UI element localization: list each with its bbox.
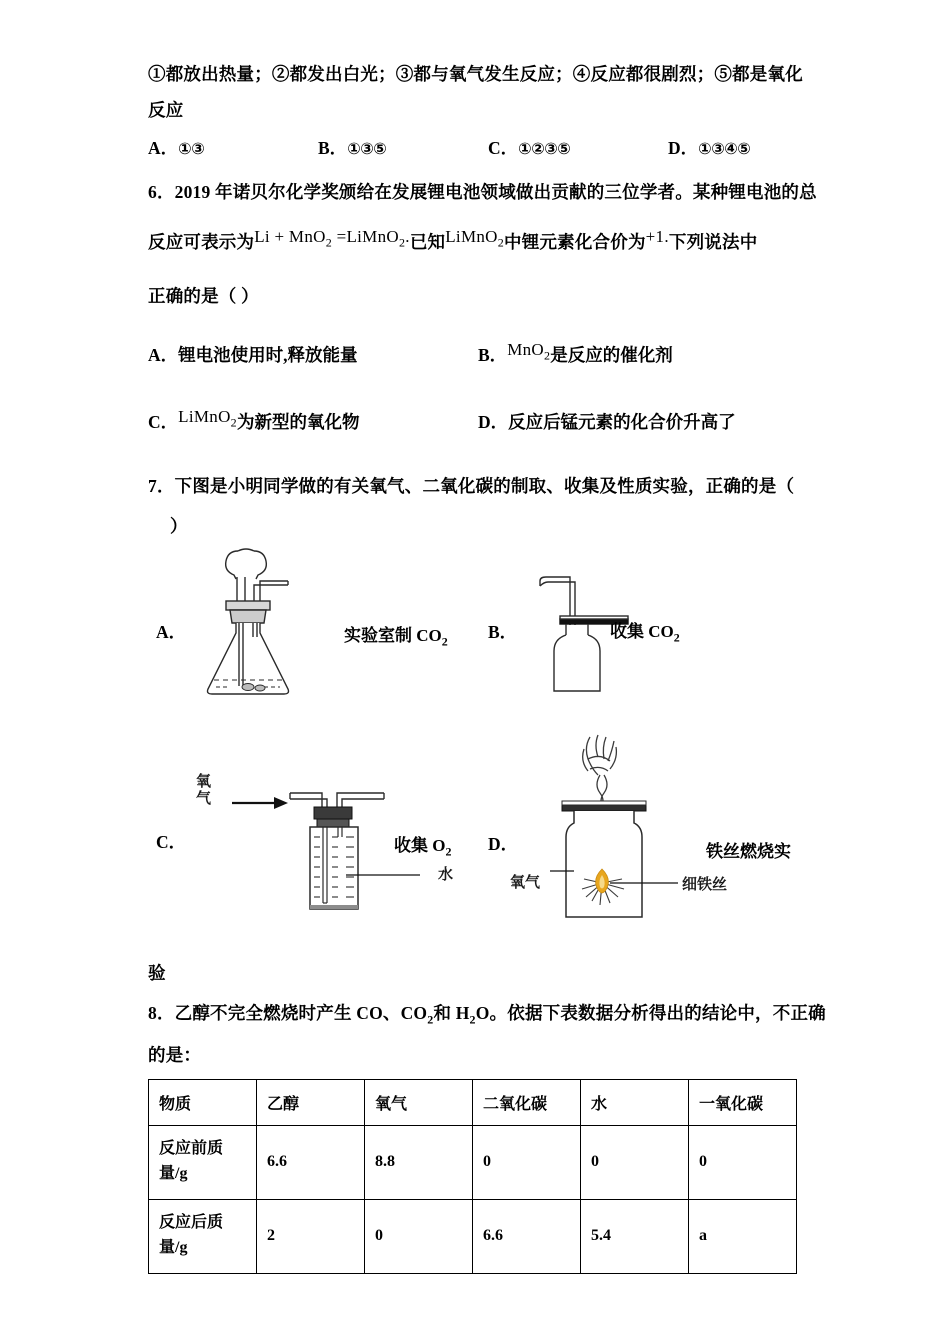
table-header-water: 水 xyxy=(581,1079,689,1125)
q8-stem-part-b: 和 H xyxy=(433,1002,470,1023)
q8-number: 8． xyxy=(148,1002,175,1023)
q6-options-row1 xyxy=(148,335,820,381)
q7-option-a-caption: 实验室制 $CO_2$ xyxy=(344,626,448,649)
q7-option-d-iron-wire-label: 细铁丝 xyxy=(682,876,728,894)
table-header-carbon-dioxide: 二氧化碳 xyxy=(473,1079,581,1125)
q7-apparatus-a xyxy=(192,541,322,706)
q8-stem-line1 xyxy=(148,1002,826,1027)
q7-option-c-label[interactable]: C． xyxy=(156,832,187,853)
table-header-ethanol: 乙醇 xyxy=(257,1079,365,1125)
q7-apparatus-d xyxy=(544,731,704,946)
q5-choice-a-value: ①③ xyxy=(178,139,205,158)
q7-option-c-oxygen-label: 氧 气 xyxy=(196,773,212,808)
q5-choice-a[interactable] xyxy=(148,135,318,160)
q7-option-c-caption: 收集 $O_2$ xyxy=(394,836,452,859)
table-header-oxygen: 氧气 xyxy=(365,1079,473,1125)
q5-statement xyxy=(148,66,820,119)
q5-choice-b[interactable] xyxy=(318,135,488,160)
q8-stem-sub-2: 2 xyxy=(469,1012,476,1027)
q6-option-a[interactable] xyxy=(148,335,478,381)
q6-stem-line2-mid2: 中锂元素化合价为 xyxy=(504,231,646,252)
q7-option-c-arrow xyxy=(230,793,292,818)
cell-after-water: 5.4 xyxy=(581,1199,689,1273)
q5-choice-c-value: ①②③⑤ xyxy=(518,139,571,158)
q5-choice-b-value: ①③⑤ xyxy=(347,139,387,158)
q6-option-b-label: B． xyxy=(478,345,508,366)
q5-statement-line1: ①都放出热量；②都发出白光；③都与氧气发生反应；④反应都很剧烈；⑤都是氧化 xyxy=(148,64,803,84)
q7-option-c-water-label: 水 xyxy=(438,866,454,884)
q6-option-a-text: 锂电池使用时,释放能量 xyxy=(178,345,358,366)
q6-stem-line1-text: 2019 年诺贝尔化学奖颁给在发展锂电池领域做出贡献的三位学者。某种锂电池的总 xyxy=(174,182,817,202)
table-row-label-after: 反应后质 量/g xyxy=(149,1199,257,1273)
table-header-substance: 物质 xyxy=(149,1079,257,1125)
q7-block xyxy=(148,478,820,983)
table-row-label-before: 反应前质 量/g xyxy=(149,1125,257,1199)
q5-choice-d-label: D． xyxy=(668,138,699,158)
q8-stem-line2: 的是： xyxy=(148,1045,202,1066)
table-header-carbon-monoxide: 一氧化碳 xyxy=(689,1079,797,1125)
iron-wire-burning-in-oxygen-icon xyxy=(544,731,704,941)
q7-number: 7． xyxy=(148,476,175,497)
table-header-row xyxy=(149,1079,797,1125)
q6-option-b-text: 是反应的催化剂 xyxy=(550,345,673,366)
q5-choice-c-label: C． xyxy=(488,138,519,158)
cell-before-oxygen: 8.8 xyxy=(365,1125,473,1199)
q7-option-b-caption: 收集 $CO_2$ xyxy=(610,622,680,645)
q6-option-c-label: C． xyxy=(148,411,179,432)
q6-number: 6． xyxy=(148,182,175,202)
q6-option-b[interactable] xyxy=(478,335,808,381)
conical-flask-with-thistle-funnel-icon xyxy=(192,541,322,701)
q6-stem-line2-prefix: 反应可表示为 xyxy=(148,231,255,252)
q7-stem-line1-text: 下图是小明同学做的有关氧气、二氧化碳的制取、收集及性质实验，正确的是（ xyxy=(174,476,795,497)
cell-after-co2: 6.6 xyxy=(473,1199,581,1273)
cell-before-ethanol: 6.6 xyxy=(257,1125,365,1199)
q6-formula-limno2: LiMnO$_2$ xyxy=(445,226,505,249)
cell-before-water: 0 xyxy=(581,1125,689,1199)
q7-stem-line2: ） xyxy=(170,515,188,536)
q6-stem-line2 xyxy=(148,226,820,254)
cell-after-ethanol: 2 xyxy=(257,1199,365,1273)
arrow-right-icon xyxy=(230,793,292,813)
q6-option-a-label: A． xyxy=(148,345,179,366)
cell-after-co: a xyxy=(689,1199,797,1273)
q6-stem-line3: 正确的是（ ） xyxy=(148,285,259,306)
q5-choices xyxy=(148,135,820,160)
q8-block xyxy=(148,1002,826,1274)
q6-option-d-text: 反应后锰元素的化合价升高了 xyxy=(508,411,736,432)
q6-option-c-text: 为新型的氧化物 xyxy=(236,411,360,432)
cell-before-co: 0 xyxy=(689,1125,797,1199)
page-content xyxy=(148,64,826,1274)
q7-diagram-grid xyxy=(148,541,820,961)
q6-options-row2 xyxy=(148,402,820,448)
q6-stem-line2-mid: 已知 xyxy=(409,231,446,252)
q6-stem-line2-tail: 下列说法中 xyxy=(668,231,758,252)
q5-choice-d[interactable] xyxy=(668,135,750,160)
cell-after-oxygen: 0 xyxy=(365,1199,473,1273)
q6-option-b-formula: MnO$_2$ xyxy=(507,340,551,363)
q5-choice-d-value: ①③④⑤ xyxy=(698,139,751,158)
q5-statement-line2: 反应 xyxy=(148,99,184,120)
q8-stem-sub-1: 2 xyxy=(427,1012,434,1027)
q8-stem-part-a: 乙醇不完全燃烧时产生 CO、CO xyxy=(174,1002,428,1023)
cell-before-co2: 0 xyxy=(473,1125,581,1199)
q6-stem-line1 xyxy=(148,184,820,202)
q7-stem-line1 xyxy=(148,478,820,496)
q6-block xyxy=(148,184,820,448)
reaction-mass-table xyxy=(148,1079,797,1274)
q7-option-a-label[interactable]: A． xyxy=(156,622,187,643)
q6-valence: +1. xyxy=(645,226,669,246)
q7-option-d-caption: 铁丝燃烧实 xyxy=(706,842,791,862)
q7-option-b-label[interactable]: B． xyxy=(488,622,518,643)
q6-option-d-label: D． xyxy=(478,411,509,432)
q6-option-c-formula: LiMnO$_2$ xyxy=(178,406,237,430)
table-row xyxy=(149,1199,797,1273)
q6-equation: Li + MnO$_2$ =LiMnO$_2$. xyxy=(254,226,410,249)
q7-option-d-label[interactable]: D． xyxy=(488,834,519,855)
q5-choice-a-label: A． xyxy=(148,138,179,158)
q8-stem-part-c: O。依据下表数据分析得出的结论中，不正确 xyxy=(475,1002,826,1023)
q6-option-d[interactable] xyxy=(478,402,808,448)
q5-choice-c[interactable] xyxy=(488,135,668,160)
q7-option-d-oxygen-label: 氧气 xyxy=(510,874,541,892)
q7-caption-overflow: 验 xyxy=(148,963,166,984)
table-row xyxy=(149,1125,797,1199)
q5-choice-b-label: B． xyxy=(318,138,348,158)
q6-option-c[interactable] xyxy=(148,402,478,448)
